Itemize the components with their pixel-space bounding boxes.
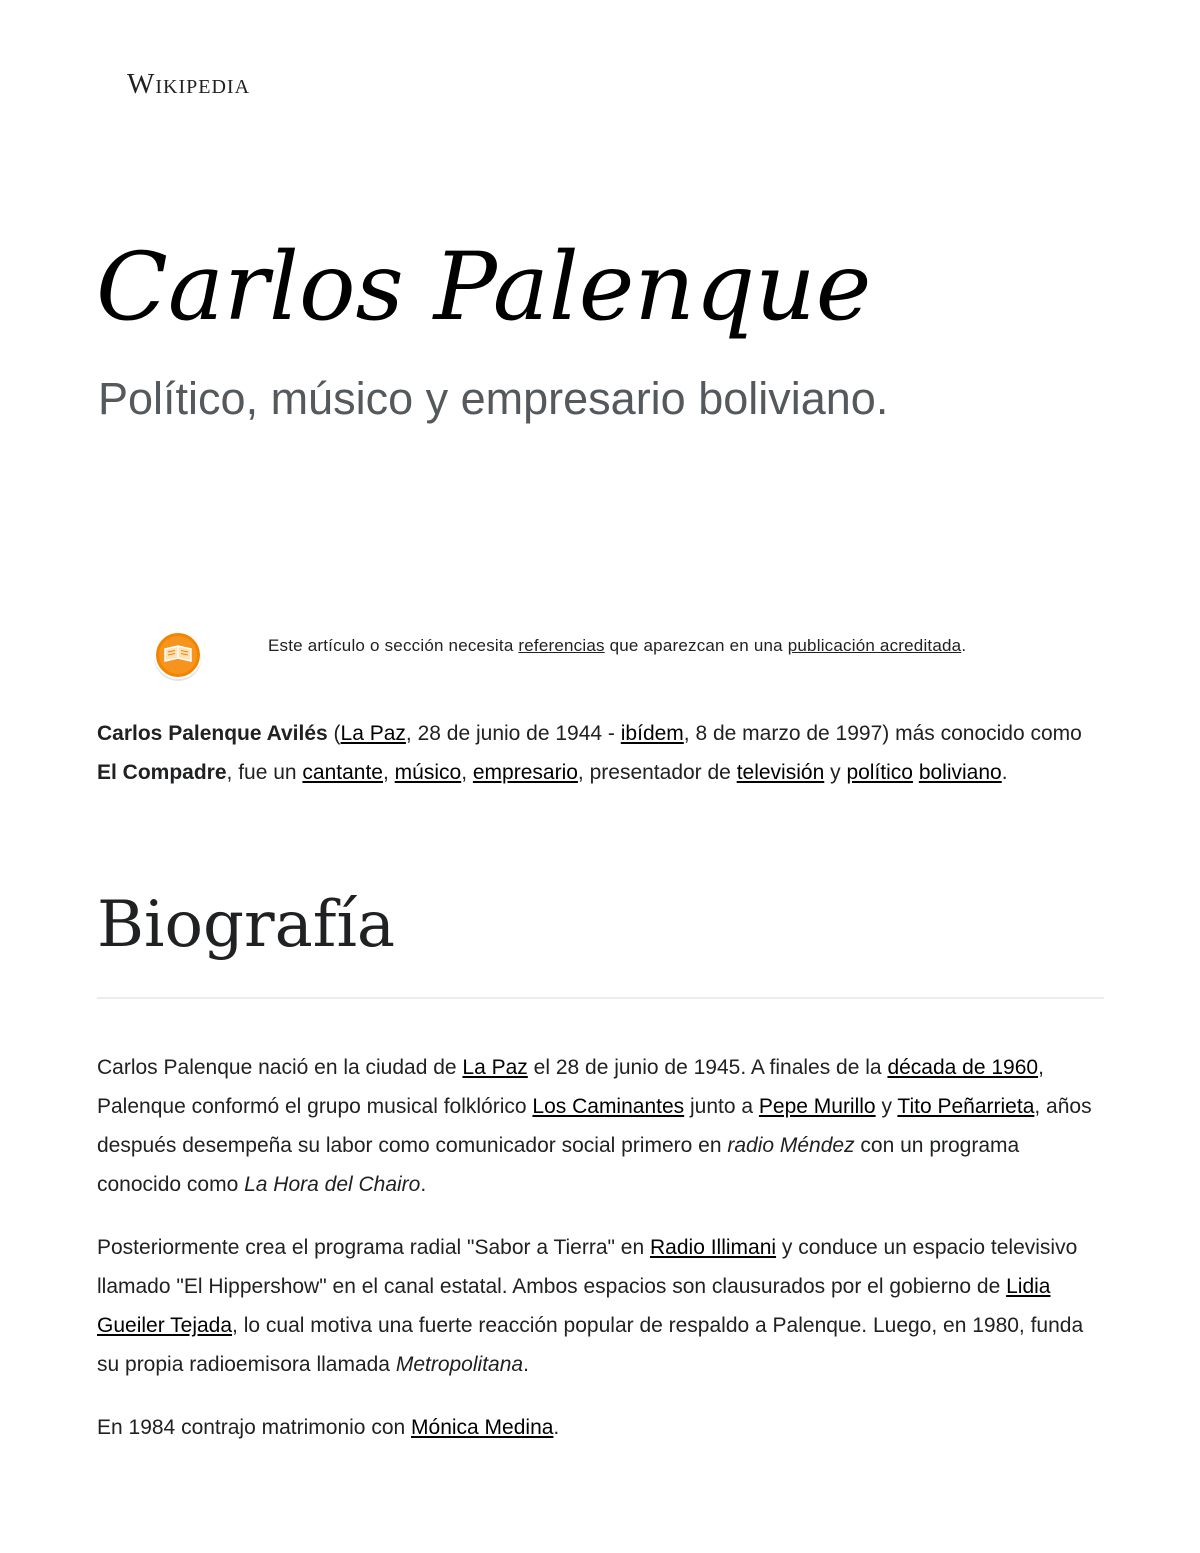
lead-section <box>97 714 1107 792</box>
link-cantante[interactable]: cantante <box>302 761 383 784</box>
link-lidia-gueiler-tejada[interactable]: Lidia Gueiler Tejada <box>97 1275 1051 1337</box>
link-referencias[interactable]: referencias <box>518 636 605 655</box>
link-boliviano[interactable]: boliviano <box>918 761 1002 784</box>
link-los-caminantes[interactable]: Los Caminantes <box>532 1095 685 1118</box>
link-monica-medina[interactable]: Mónica Medina <box>411 1416 554 1439</box>
page-title: Carlos Palenque <box>96 233 872 342</box>
link-radio-illimani[interactable]: Radio Illimani <box>650 1236 777 1259</box>
link-ibidem[interactable]: ibídem <box>620 722 684 745</box>
refimprove-notice <box>96 620 1106 690</box>
link-television[interactable]: televisión <box>736 761 825 784</box>
link-musico[interactable]: músico <box>394 761 462 784</box>
link-pepe-murillo[interactable]: Pepe Murillo <box>758 1095 876 1118</box>
bio-paragraph-1: Carlos Palenque nació en la ciudad de La Paz el 28 de junio de 1945. A finales de la década de 1960, Palenque conformó el grupo musical folklórico Los Caminantes junto a Pepe Murillo y Tito Peñarrieta, años después desempeña su labor como comunicador social primero en radio Méndez con un programa conocido como La Hora del Chairo. <box>97 1056 1092 1196</box>
section-heading-biografia: Biografía <box>97 884 1104 999</box>
wikipedia-wordmark[interactable]: Wikipedia <box>127 68 251 100</box>
bio-paragraph-2: Posteriormente crea el programa radial "Sabor a Tierra" en Radio Illimani y conduce un espacio televisivo llamado "El Hippershow" en el canal estatal. Ambos espacios son clausurados por el gobierno de Lidia Gueiler Tejada, lo cual motiva una fuerte reacción popular de respaldo a Palenque. Luego, en 1980, funda su propia radioemisora llamada Metropolitana. <box>97 1236 1084 1376</box>
biografia-section <box>97 1048 1107 1471</box>
book-icon <box>152 630 204 682</box>
page-description: Político, músico y empresario boliviano. <box>98 373 889 424</box>
link-publicacion-acreditada[interactable]: publicación acreditada <box>787 636 962 655</box>
link-tito-penarrieta[interactable]: Tito Peñarrieta <box>897 1095 1035 1118</box>
link-la-paz[interactable]: La Paz <box>340 722 406 745</box>
link-empresario[interactable]: empresario <box>472 761 578 784</box>
link-politico[interactable]: político <box>846 761 913 784</box>
notice-text: Este artículo o sección necesita referencias que aparezcan en una publicación acreditada. <box>268 636 967 655</box>
link-decada-1960[interactable]: década de 1960 <box>887 1056 1039 1079</box>
link-la-paz-2[interactable]: La Paz <box>462 1056 528 1079</box>
lead-paragraph: Carlos Palenque Avilés (La Paz, 28 de junio de 1944 - ibídem, 8 de marzo de 1997) más conocido como El Compadre, fue un cantante, músico, empresario, presentador de televisión y político boliviano. <box>97 722 1082 784</box>
bio-paragraph-3: En 1984 contrajo matrimonio con Mónica Medina. <box>97 1416 560 1439</box>
